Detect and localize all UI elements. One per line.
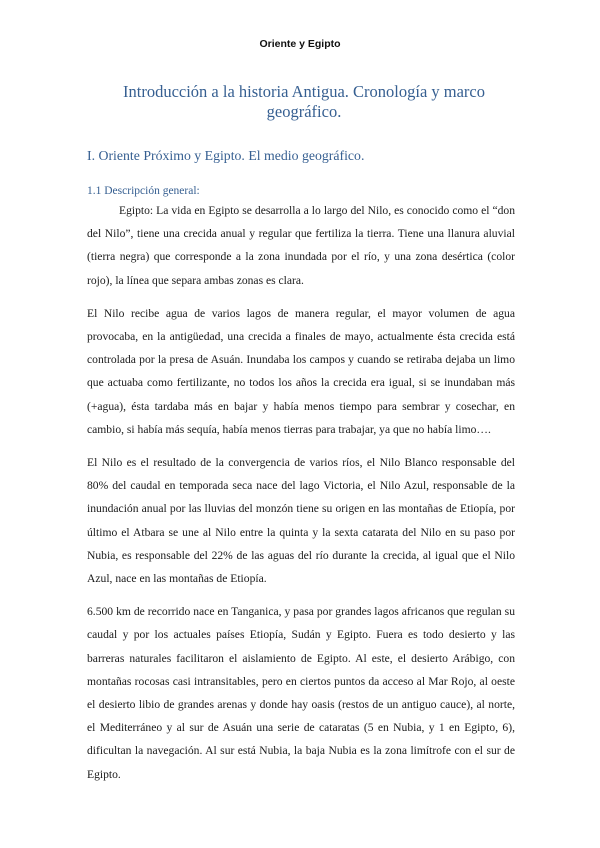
document-title: Introducción a la historia Antigua. Cronología y marco geográfico. [123,82,485,121]
page-header: Oriente y Egipto [259,38,341,50]
paragraph-nilo-convergencia: El Nilo es el resultado de la convergencia de varios ríos, el Nilo Blanco responsable del 80% del caudal en temporada seca nace del lago Victoria, el Nilo Azul, responsable de la inundación anual por las lluvias del monzón tiene su origen en las montañas de Etiopía, por último el Atbara se une al Nilo entre la quinta y la sexta catarata del Nilo en su paso por Nubia, es responsable del 22% de las aguas del río durante la crecida, al igual que el Nilo Azul, nace en las montañas de Etiopía. [87,456,515,586]
subsection-heading: 1.1 Descripción general: [87,185,200,197]
paragraph-egipto: Egipto: La vida en Egipto se desarrolla a lo largo del Nilo, es conocido como el “don del Nilo”, tiene una crecida anual y regular que fertiliza la tierra. Tiene una llanura aluvial (tierra negra) que corresponde a la zona inundada por el río, y una zona desértica (color rojo), la línea que separa ambas zonas es clara. [87,204,515,287]
paragraph-recorrido: 6.500 km de recorrido nace en Tanganica, y pasa por grandes lagos africanos que regulan su caudal y por los actuales países Etiopía, Sudán y Egipto. Fuera es todo desierto y las barreras naturales facilitaron el aislamiento de Egipto. Al este, el desierto Arábigo, con montañas rocosas casi intransitables, pero en ciertos puntos da acceso al Mar Rojo, al oeste el desierto libio de grandes arenas y donde hay oasis (restos de un antiguo cauce), al norte, el Mediterráneo y al sur de Asuán una serie de cataratas (5 en Nubia, y 1 en Egipto, 6), dificultan la navegación. Al sur está Nubia, la baja Nubia es la zona limítrofe con el sur de Egipto. [87,605,515,781]
body-text [87,199,515,796]
section-heading: I. Oriente Próximo y Egipto. El medio geográfico. [87,148,365,163]
paragraph-nilo-crecida: El Nilo recibe agua de varios lagos de manera regular, el mayor volumen de agua provocaba, en la antigüedad, una crecida a finales de mayo, actualmente ésta crecida está controlada por la presa de Asuán. Inundaba los campos y cuando se retiraba dejaba un limo que actuaba como fertilizante, no todos los años la crecida era igual, si se inundaban más (+agua), ésta tardaba más en bajar y había menos tiempo para sembrar y cosechar, en cambio, si había más sequía, había menos tierras para trabajar, ya que no había limo…. [87,306,515,436]
